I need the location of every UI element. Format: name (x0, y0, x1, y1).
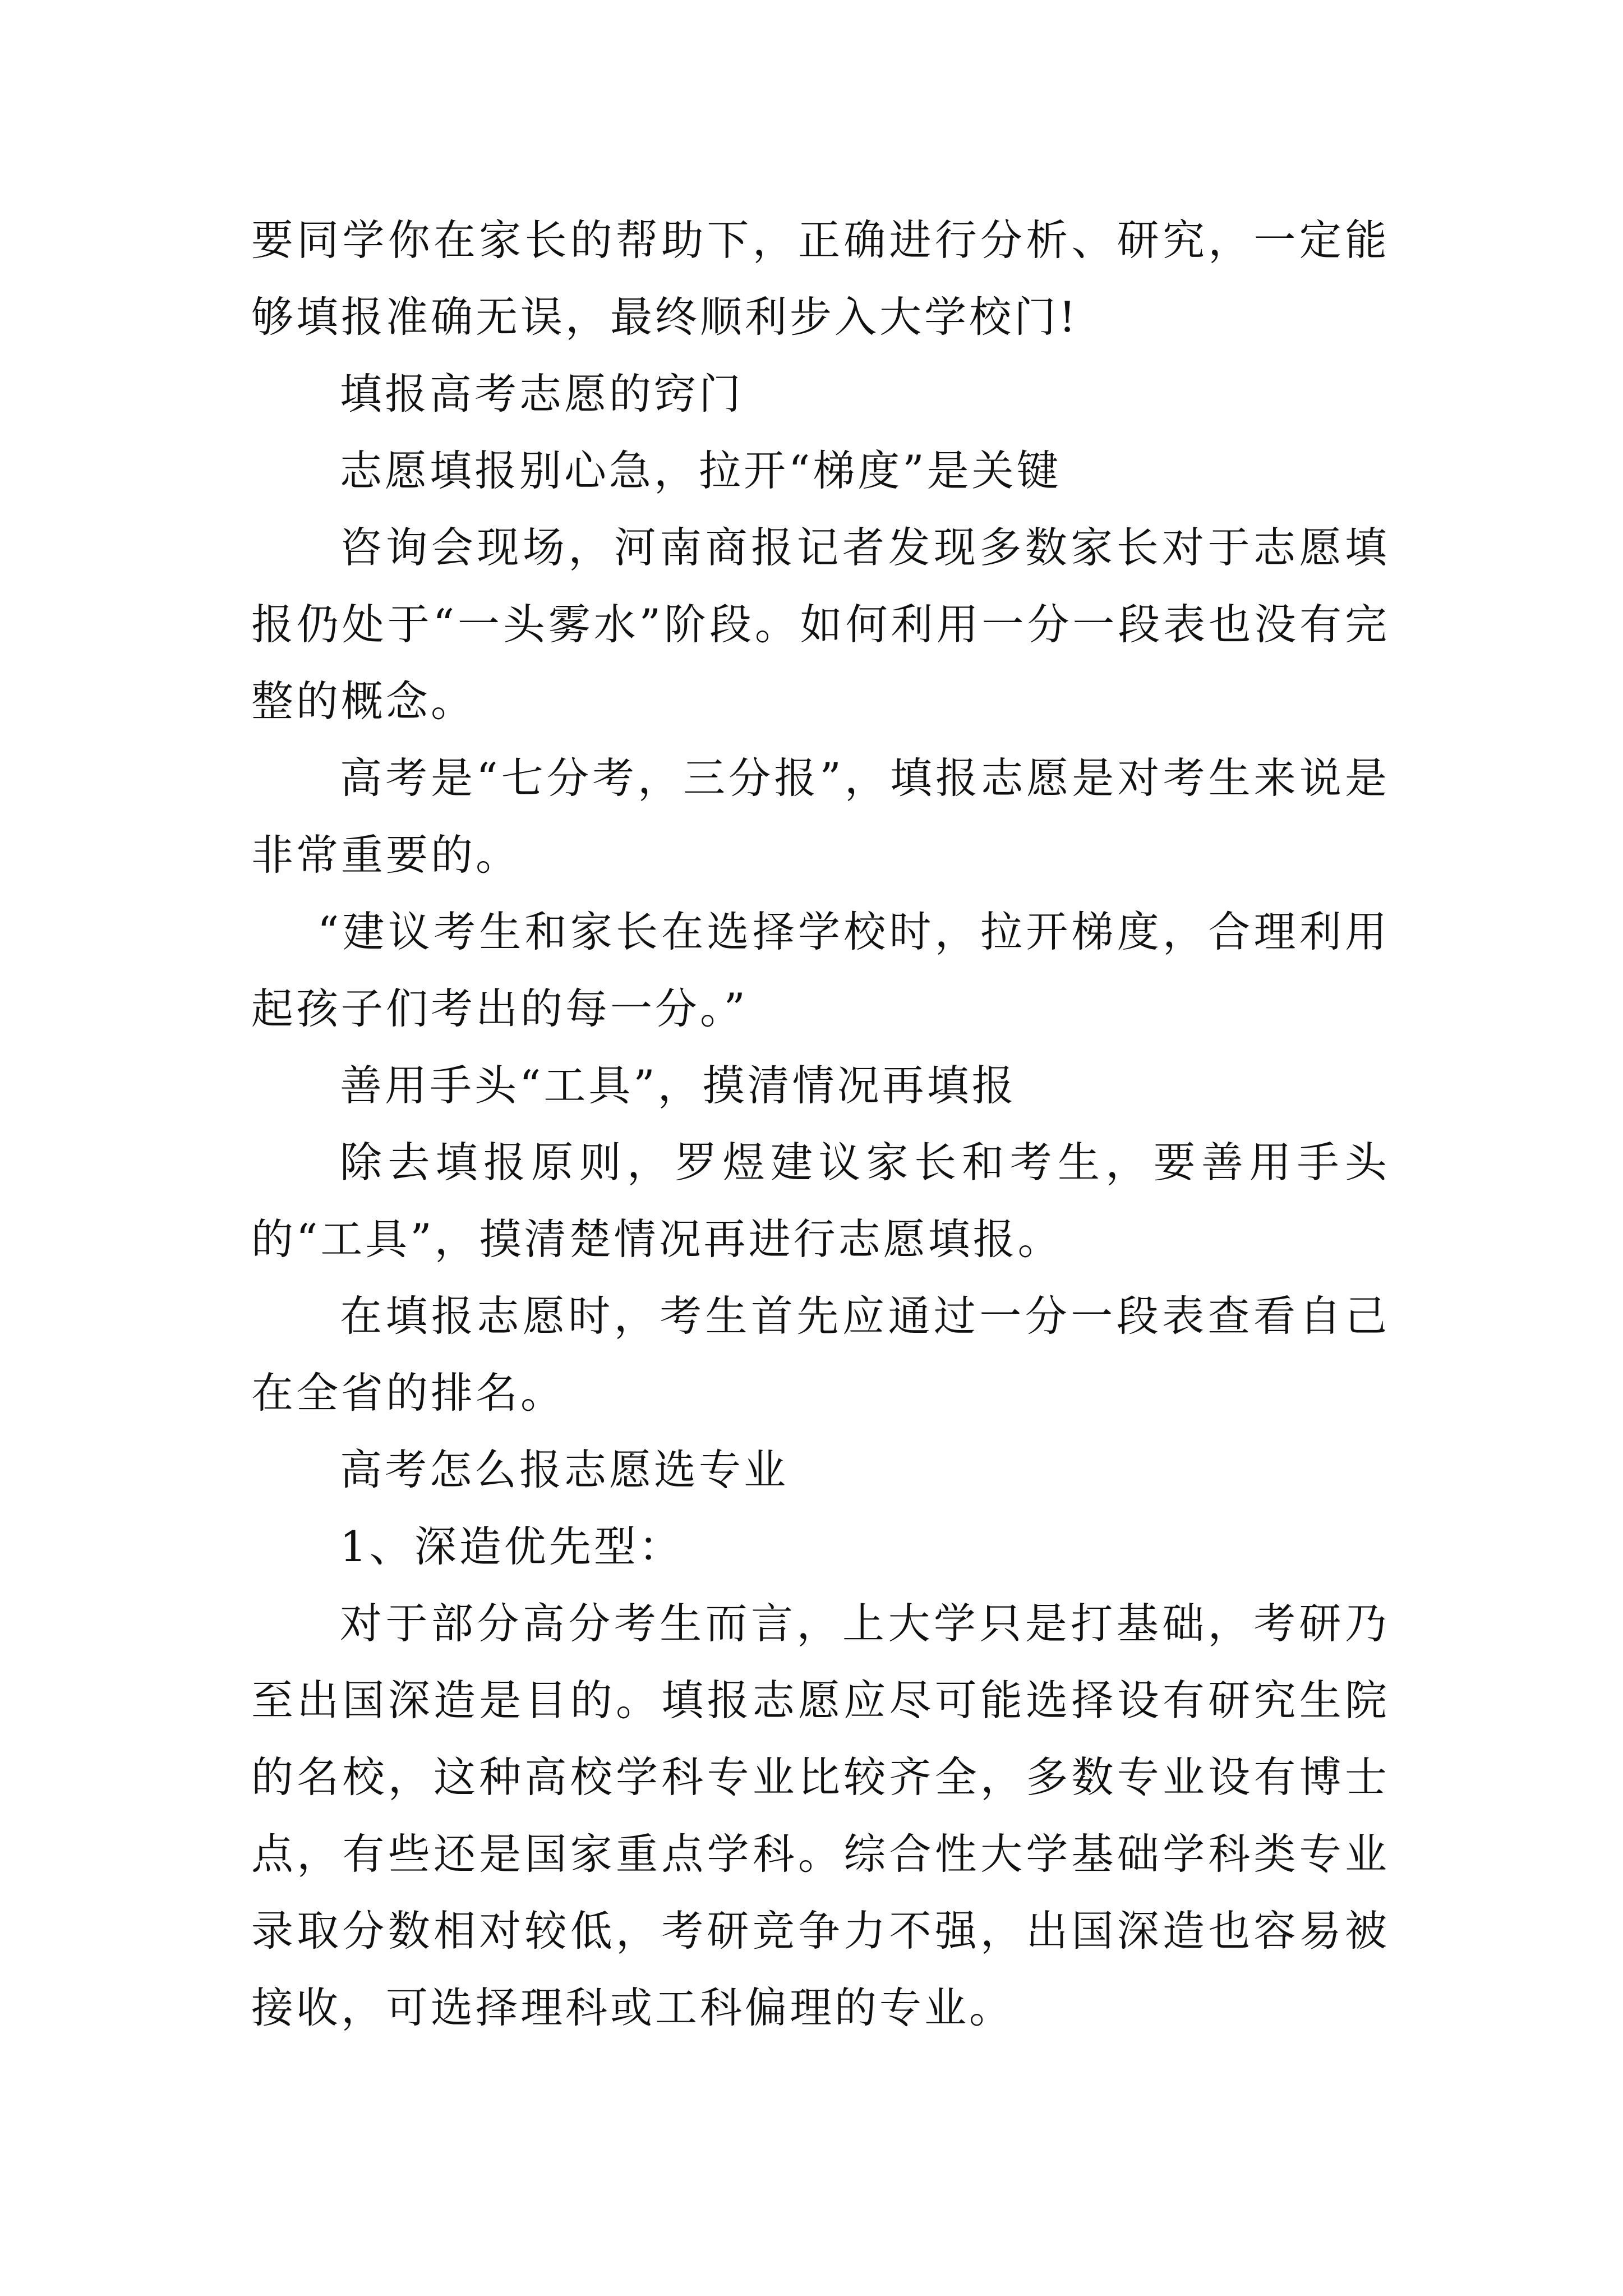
list-item-1: 1、深造优先型： (340, 1522, 684, 1571)
paragraph-tools: 除去填报原则，罗煜建议家长和考生，要善用手头的“工具”，摸清楚情况再进行志愿填报。 (251, 1138, 1390, 1264)
paragraph-further-study: 对于部分高分考生而言，上大学只是打基础，考研乃至出国深造是目的。填报志愿应尽可能选择设有研究生院的名校，这种高校学科专业比较齐全，多数专业设有博士点，有些还是国家重点学科。综合性大学基础学科类专业录取分数相对较低，考研竞争力不强，出国深造也容易被接收，可选择理科或工科偏理的专业。 (251, 1599, 1390, 2032)
document-body (251, 202, 1390, 2046)
subheading-tools: 善用手头“工具”，摸清情况再填报 (340, 1061, 1017, 1110)
paragraph-continuation: 要同学你在家长的帮助下，正确进行分析、研究，一定能够填报准确无误，最终顺利步入大学校门! (251, 215, 1390, 342)
heading-major-selection: 高考怎么报志愿选专业 (340, 1445, 789, 1494)
subheading-gradient: 志愿填报别心急，拉开“梯度”是关键 (340, 446, 1062, 495)
paragraph-importance: 高考是“七分考，三分报”，填报志愿是对考生来说是非常重要的。 (251, 753, 1390, 880)
paragraph-ranking: 在填报志愿时，考生首先应通过一分一段表查看自己在全省的排名。 (251, 1291, 1390, 1418)
heading-tips: 填报高考志愿的窍门 (340, 369, 744, 418)
paragraph-quote: “建议考生和家长在选择学校时，拉开梯度，合理利用起孩子们考出的每一分。” (251, 907, 1390, 1033)
paragraph-consultation: 咨询会现场，河南商报记者发现多数家长对于志愿填报仍处于“一头雾水”阶段。如何利用一分一段表也没有完整的概念。 (251, 523, 1390, 726)
